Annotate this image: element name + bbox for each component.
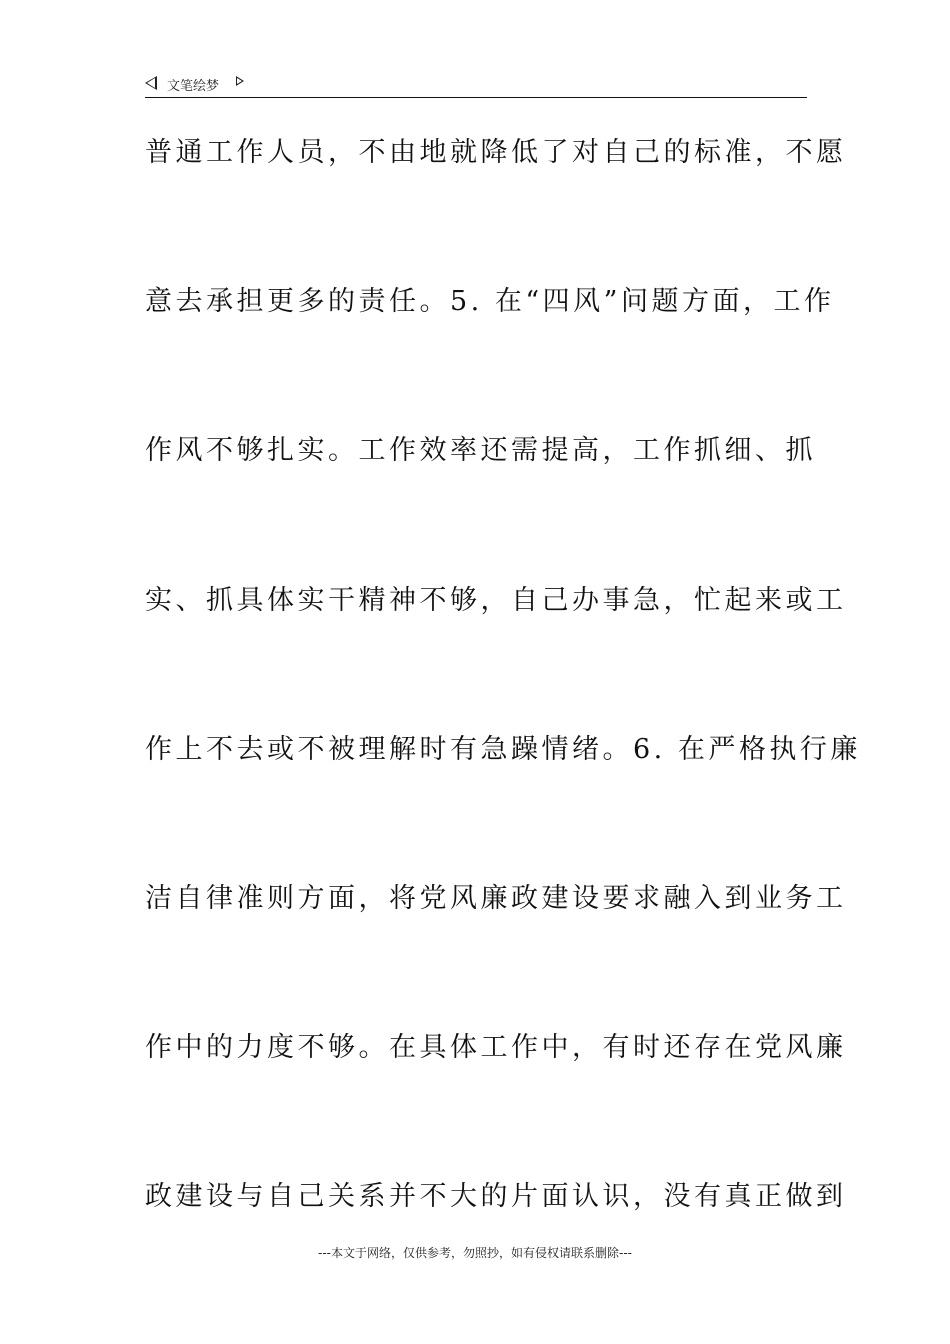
body-line-1: 普通工作人员，不由地就降低了对自己的标准，不愿: [145, 137, 847, 168]
triangle-right-icon: [236, 76, 244, 86]
body-line-7: 作中的力度不够。在具体工作中，有时还存在党风廉: [145, 1032, 847, 1063]
body-line-5: 作上不去或不被理解时有急躁情绪。6. 在严格执行廉: [145, 734, 861, 765]
triangle-left-icon: [145, 76, 157, 90]
footer-disclaimer: ---本文于网络，仅供参考，勿照抄，如有侵权请联系删除---: [318, 1246, 632, 1260]
body-line-6: 洁自律准则方面，将党风廉政建设要求融入到业务工: [145, 883, 847, 914]
page-header: [145, 72, 807, 98]
body-line-4: 实、抓具体实干精神不够，自己办事急，忙起来或工: [145, 585, 847, 616]
body-line-3: 作风不够扎实。工作效率还需提高，工作抓细、抓: [145, 435, 816, 466]
header-brand: 文笔绘梦: [167, 79, 220, 94]
body-line-2: 意去承担更多的责任。5. 在“四风”问题方面，工作: [145, 286, 835, 317]
header-divider: [145, 97, 807, 98]
body-line-8: 政建设与自己关系并不大的片面认识，没有真正做到: [145, 1181, 847, 1212]
